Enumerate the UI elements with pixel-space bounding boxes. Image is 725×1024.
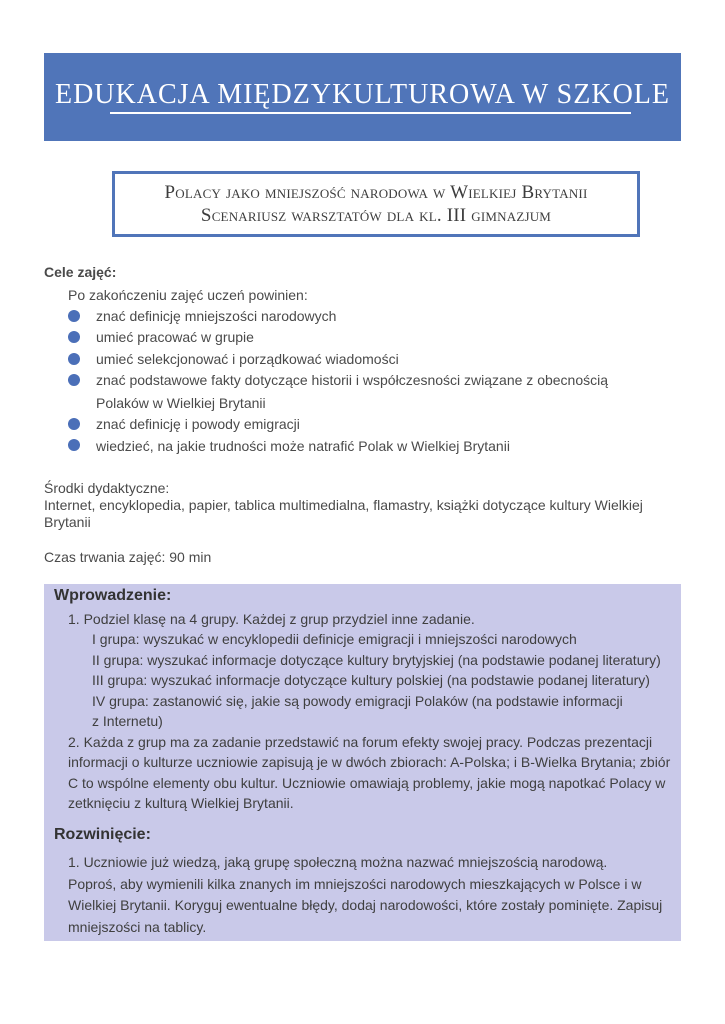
subtitle-line-2: Scenariusz warsztatów dla kl. III gimnazjum (200, 205, 552, 226)
intro-line: 2. Każda z grup ma za zadanie przedstawić na forum efekty swojej pracy. Podczas prezentacji (68, 734, 653, 750)
development-line: mniejszości na tablicy. (68, 919, 207, 935)
aids-text: Brytanii (44, 514, 91, 530)
intro-line: 1. Podziel klasę na 4 grupy. Każdej z grup przydziel inne zadanie. (68, 611, 475, 627)
intro-line: IV grupa: zastanowić się, jakie są powody emigracji Polaków (na podstawie informacji (92, 693, 623, 709)
goal-item: umieć pracować w grupie (96, 329, 254, 345)
development-line: Poproś, aby wymienili kilka znanych im mniejszości narodowych mieszkających w Polsce i w (68, 876, 642, 892)
development-heading: Rozwinięcie: (54, 826, 151, 843)
duration-text: Czas trwania zajęć: 90 min (44, 549, 212, 565)
page-title: EDUKACJA MIĘDZYKULTUROWA W SZKOLE (54, 79, 671, 110)
aids-heading: Środki dydaktyczne: (44, 480, 170, 496)
goal-item: wiedzieć, na jakie trudności może natrafić Polak w Wielkiej Brytanii (96, 438, 510, 454)
intro-heading: Wprowadzenie: (54, 587, 172, 604)
intro-line: III grupa: wyszukać informacje dotyczące kultury polskiej (na podstawie podanej literatury) (92, 672, 650, 688)
goal-item: znać definicję mniejszości narodowych (96, 308, 337, 324)
subtitle-box (112, 171, 640, 237)
intro-line: I grupa: wyszukać w encyklopedii definicje emigracji i mniejszości narodowych (92, 631, 577, 647)
goal-item: znać definicję i powody emigracji (96, 416, 300, 432)
goals-intro: Po zakończeniu zajęć uczeń powinien: (68, 287, 308, 303)
bullet-icon (68, 418, 80, 430)
goal-item: umieć selekcjonować i porządkować wiadomości (96, 351, 399, 367)
bullet-icon (68, 331, 80, 343)
bullet-icon (68, 374, 80, 386)
bullet-icon (68, 353, 80, 365)
development-line: Wielkiej Brytanii. Koryguj ewentualne błędy, dodaj narodowości, które zostały pominięte. Zapisuj (68, 897, 663, 913)
intro-line: II grupa: wyszukać informacje dotyczące kultury brytyjskiej (na podstawie podanej literatury) (92, 652, 661, 668)
subtitle-line-1: Polacy jako mniejszość narodowa w Wielkiej Brytanii (164, 182, 588, 203)
header-banner (44, 53, 681, 141)
goal-item: znać podstawowe fakty dotyczące historii i współczesności związane z obecnością (96, 372, 609, 388)
intro-line: C to wspólne elementy obu kultur. Uczniowie omawiają problemy, jakie mogą napotkać Polacy w (68, 775, 666, 791)
aids-text: Internet, encyklopedia, papier, tablica multimedialna, flamastry, książki dotyczące kultury Wielkiej (44, 497, 643, 513)
goal-item-continuation: Polaków w Wielkiej Brytanii (96, 395, 266, 411)
bullet-icon (68, 310, 80, 322)
intro-line: z Internetu) (92, 713, 163, 729)
goals-heading: Cele zajęć: (44, 264, 117, 280)
bullet-icon (68, 439, 80, 451)
intro-line: informacji o kulturze uczniowie zapisują je w dwóch zbiorach: A-Polska; i B-Wielka Brytania; zbiór (68, 754, 671, 770)
intro-line: zetknięciu z kulturą Wielkiej Brytanii. (68, 795, 294, 811)
title-underline (110, 112, 631, 114)
development-line: 1. Uczniowie już wiedzą, jaką grupę społeczną można nazwać mniejszością narodową. (68, 854, 608, 870)
